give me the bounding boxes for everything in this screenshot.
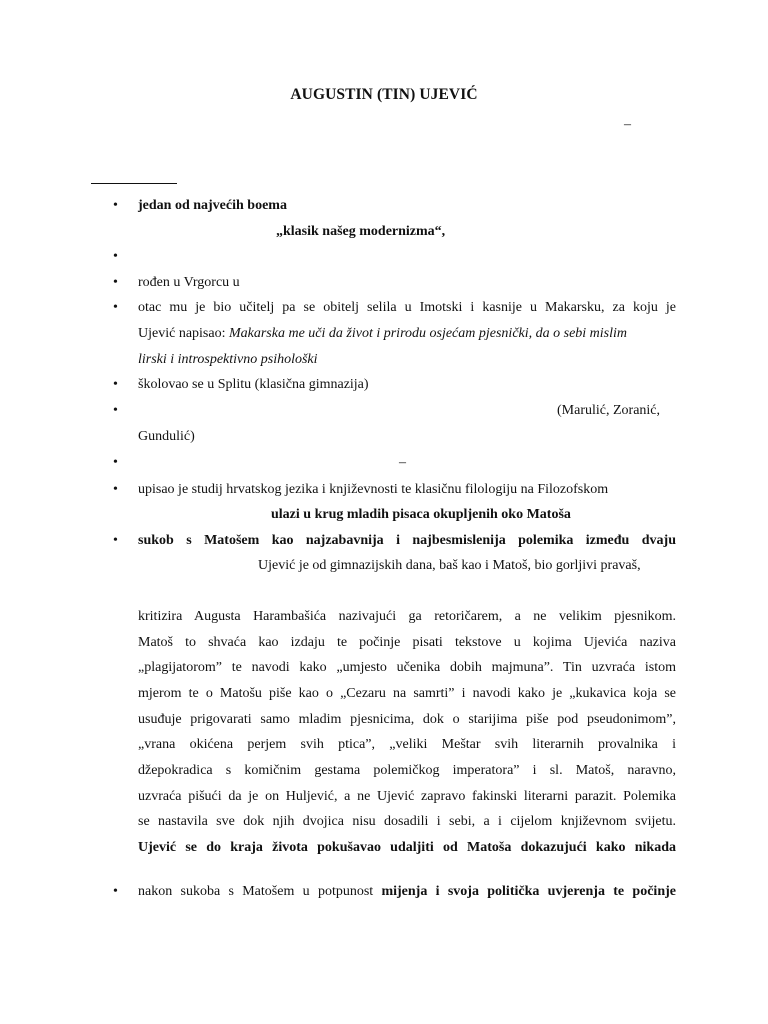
item-5-line-3: lirski i introspektivno psihološki xyxy=(138,352,318,367)
bullet-5: • xyxy=(113,377,118,392)
item-9-line-2: ulazi u krug mladih pisaca okupljenih oko Matoša xyxy=(271,507,571,522)
para-line-4: mjerom te o Matošu piše kao o „Cezaru na samrti” i navodi kako je „kukavica koja se xyxy=(138,686,676,701)
item-5-quote: Makarska me uči da život i prirodu osjećam pjesnički, da o sebi mislim xyxy=(228,326,628,341)
item-7-line-1: (Marulić, Zoranić, xyxy=(557,403,661,418)
item-11-start: nakon sukoba s Matošem u potpunost xyxy=(138,884,382,899)
item-1-text: jedan od najvećih boema xyxy=(138,198,287,213)
bullet-8: • xyxy=(113,482,118,497)
bullet-9: • xyxy=(113,533,118,548)
para-line-2: Matoš to shvaća kao izdaju te počinje pisati tekstove u kojima Ujevića naziva xyxy=(138,635,676,650)
item-1-quote: „klasik našeg modernizma“, xyxy=(276,224,446,239)
para-line-10: Ujević se do kraja života pokušavao udaljiti od Matoša dokazujući kako nikada xyxy=(138,840,676,855)
para-line-3: „plagijatorom” te navodi kako „umjesto učenika dobih majmuna”. Tin uzvraća istom xyxy=(138,660,676,675)
item-11-text xyxy=(138,884,676,900)
item-11-bold: mijenja i svoja politička uvjerenja te počinje xyxy=(381,884,676,899)
bullet-4: • xyxy=(113,300,118,315)
item-9-line-1: upisao je studij hrvatskog jezika i književnosti te klasičnu filologiju na Filozofskom xyxy=(138,482,609,497)
item-4-text: rođen u Vrgorcu u xyxy=(138,275,240,290)
dash-mark: – xyxy=(624,117,631,132)
item-10-line-2: Ujević je od gimnazijskih dana, baš kao i Matoš, bio gorljivi pravaš, xyxy=(258,558,641,573)
item-10-line-1: sukob s Matošem kao najzabavnija i najbesmislenija polemika između dvaju xyxy=(138,533,676,548)
para-line-5: usuđuje prigovarati samo mladim pjesnicima, dok o starijima piše pod pseudonimom”, xyxy=(138,712,676,727)
bullet-1: • xyxy=(113,198,118,213)
item-5-line-2 xyxy=(138,326,627,342)
para-line-8: uzvraća pišući da je on Huljević, a ne Ujević zapravo fakinski literarni parazit. Polemika xyxy=(138,789,676,804)
item-6-text: školovao se u Splitu (klasična gimnazija) xyxy=(138,377,369,392)
section-rule xyxy=(91,183,177,184)
item-8-dash: – xyxy=(399,455,406,470)
bullet-2: • xyxy=(113,249,118,264)
bullet-10: • xyxy=(113,884,118,899)
para-line-7: džepokradica s komičnim gestama polemičkog imperatora” i sl. Matoš, naravno, xyxy=(138,763,676,778)
page-title: AUGUSTIN (TIN) UJEVIĆ xyxy=(290,86,478,103)
item-7-line-2: Gundulić) xyxy=(138,429,195,444)
para-line-9: se nastavila sve dok njih dvojica nisu dosadili i sebi, a i cijelom književnom svijetu. xyxy=(138,814,676,829)
bullet-3: • xyxy=(113,275,118,290)
para-line-6: „vrana okićena perjem svih ptica”, „veliki Meštar svih literarnih provalnika i xyxy=(138,737,676,752)
bullet-7: • xyxy=(113,455,118,470)
item-5-line-1: otac mu je bio učitelj pa se obitelj selila u Imotski i kasnije u Makarsku, za koju je xyxy=(138,300,676,315)
bullet-6: • xyxy=(113,403,118,418)
para-line-1: kritizira Augusta Harambašića nazivajući ga retoričarem, a ne velikim pjesnikom. xyxy=(138,609,676,624)
item-5-line-2-start: Ujević napisao: xyxy=(138,326,229,341)
